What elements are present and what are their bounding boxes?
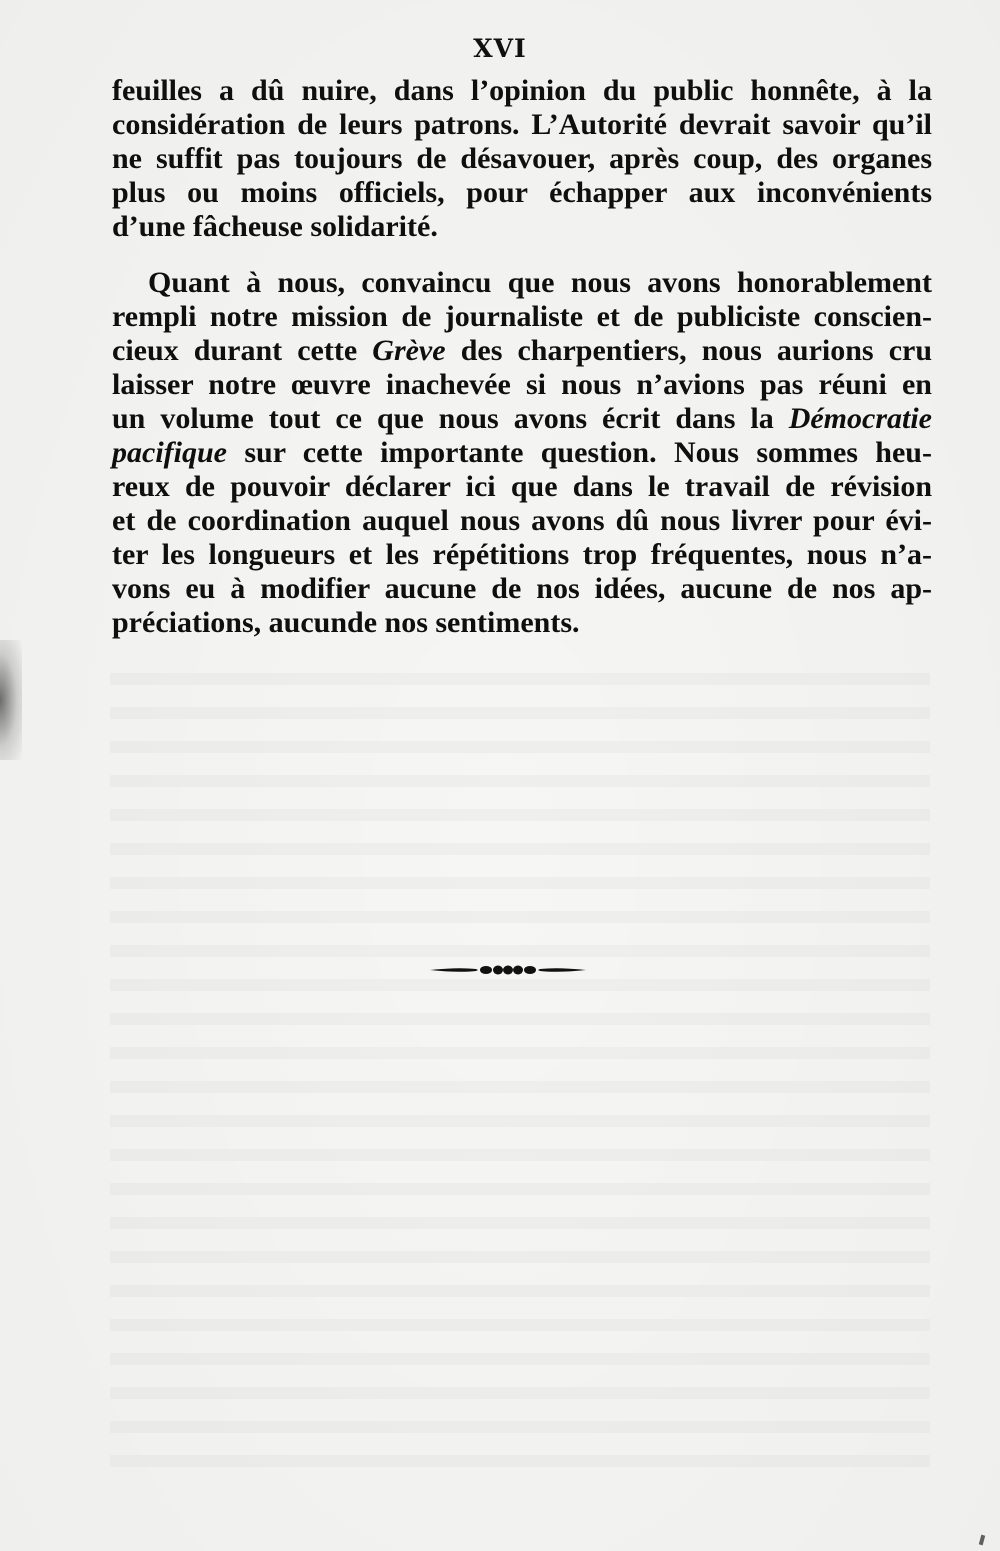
text-line (112, 402, 932, 436)
text-line: vons eu à modifier aucune de nos idées, aucune de nos ap- (112, 572, 932, 605)
text-line (112, 436, 932, 470)
bleed-through-text (110, 655, 930, 1475)
text-line: reux de pouvoir déclarer ici que dans le travail de révision (112, 470, 932, 503)
text-run: des charpentiers, nous aurions cru (445, 334, 933, 367)
text-line: et de coordination auquel nous avons dû nous livrer pour évi- (112, 504, 932, 537)
text-run: un volume tout ce que nous avons écrit dans la (112, 402, 789, 435)
text-line (112, 334, 932, 368)
text-line: ne suffit pas toujours de désavouer, après coup, des organes (112, 142, 932, 175)
scan-shadow (0, 640, 22, 760)
tail-piece-ornament-icon (428, 960, 588, 980)
italic-title: Démocratie (788, 402, 932, 435)
text-line: préciations, aucunde nos sentiments. (112, 606, 580, 639)
italic-title: Grève (372, 334, 446, 367)
text-line: Quant à nous, convaincu que nous avons honorablement (148, 266, 932, 299)
text-run: sur cette importante question. Nous sommes heu- (226, 436, 932, 469)
text-line: plus ou moins officiels, pour échapper aux inconvénients (112, 176, 932, 209)
text-line: laisser notre œuvre inachevée si nous n’avions pas réuni en (112, 368, 932, 401)
paragraph-gap (112, 244, 932, 266)
italic-title: pacifique (112, 436, 227, 469)
text-line: d’une fâcheuse solidarité. (112, 210, 438, 243)
text-line: considération de leurs patrons. L’Autorité devrait savoir qu’il (112, 108, 932, 141)
body-text (112, 74, 932, 640)
page-number: XVI (473, 34, 527, 63)
text-line: ter les longueurs et les répétitions trop fréquentes, nous n’a- (112, 538, 932, 571)
text-line: rempli notre mission de journaliste et de publiciste conscien- (112, 300, 932, 333)
text-run: cieux durant cette (112, 334, 373, 367)
scan-mark (979, 1535, 985, 1546)
text-line: feuilles a dû nuire, dans l’opinion du public honnête, à la (112, 74, 932, 107)
